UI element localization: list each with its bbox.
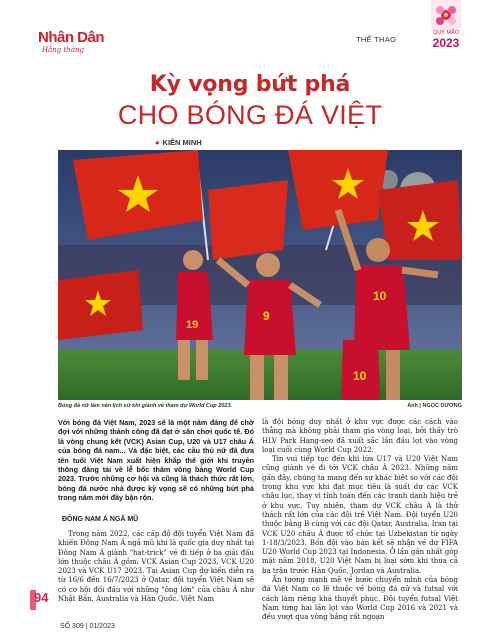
article-column-1 [58, 418, 254, 604]
article-photo [58, 150, 462, 400]
body-paragraph: là đội bóng duy nhất ở khu vực được các cách vào thẳng mà không phải tham gia vòng loại, bởi thầy trò HLV Park Hang-seo đã xuất sắc lần đầu lọt vào vòng loại cuối cùng World Cup 2022. [262, 418, 458, 454]
section-subheading: ĐÔNG NAM Á NGÃ MŨ [62, 515, 139, 523]
body-paragraph: Ấn tượng mạnh mẽ về bước chuyển mình của bóng đá Việt Nam có lẽ thuộc về bóng đá nữ và futsal với cách làm riêng khá thuyết phục. Đội tuyển futsal Việt Nam từng hai lần lọt vào World Cup 2016 và 2021 và đều vượt qua vòng bảng rất ngoạn [262, 576, 458, 622]
photo-credit: Ảnh | NGỌC DƯƠNG [407, 403, 462, 409]
badge-year: 2023 [432, 36, 460, 50]
player-foreground [341, 340, 380, 400]
byline-bullet-icon: ● [155, 138, 160, 147]
lead-paragraph: Với bóng đá Việt Nam, 2023 sẽ là một năm đáng để chờ đợi với những thành công đã đạt ở sân chơi quốc tế. Đó là vòng chung kết (VCK) Asian Cup, U20 và U17 châu Á của bóng đá nam... Và đặc biệt, các cầu thủ nữ đã đưa tên tuổi Việt Nam xuất hiện khắp thế giới khi truyền thông đăng tải về lễ bốc thăm vòng bảng World Cup 2023. Trước những cơ hội và cũng là thách thức rất lớn, bóng đá nước nhà được kỳ vọng sẽ có những bứt phá trong năm mới đầy bận rộn. [58, 418, 254, 503]
jersey-number: 10 [353, 369, 367, 383]
badge-label: QUÝ MÃO [433, 30, 459, 36]
section-label: THỂ THAO [356, 35, 397, 44]
year-badge [429, 0, 463, 66]
jersey-number: 9 [263, 309, 270, 323]
brand-name: Nhân Dân [38, 29, 105, 46]
photo-caption: Bóng đá nữ làm nên lịch sử khi giành vé tham dự World Cup 2023. [58, 403, 232, 409]
body-paragraph: Trong năm 2022, các cấp độ đội tuyển Việt Nam đã khiến Đông Nam Á ngả mũ khi là quốc gia duy nhất tại Đông Nam Á giành "hat-trick" vé đi tiếp ở ba giải đấu lớn thuộc châu Á gồm: VCK Asian Cup 2023, VCK U20 2023 và VCK U17 2023. Tại Asian Cup dự kiến diễn ra từ 16/6 đến 16/7/2023 ở Qatar, đội tuyển Việt Nam sẽ có cơ hội đối đầu với những "ông lớn" của châu Á như Nhật Bản, Australia và Hàn Quốc. Việt Nam [58, 529, 254, 604]
issue-label: SỐ 309 | 01/2023 [60, 623, 115, 630]
flower-icon [431, 0, 461, 30]
page-number: 94 [34, 590, 49, 605]
jersey-number: 19 [186, 319, 199, 331]
article-title-line2: CHO BÓNG ĐÁ VIỆT [117, 100, 383, 130]
jersey-number: 10 [373, 289, 387, 303]
article-column-2 [262, 418, 458, 623]
author-name: KIÊN MINH [162, 138, 202, 147]
celebration-illustration [58, 150, 462, 400]
article-title-line1: Kỳ vọng bứt phá [149, 72, 351, 97]
byline [155, 138, 202, 147]
body-paragraph: Tin vui tiếp tục đến khi lứa U17 và U20 Việt Nam cũng giành vé đi tới VCK châu Á 2023. Những năm gần đây, chúng ta mang đến sự khác biệt so với các đội trong khu vực khi đạt mục tiêu là suất dự các VCK châu lục, thay vì tính toán đến các tranh danh hiệu trẻ ở khu vực. Tuy nhiên, tham dự VCK châu Á là thử thách rất lớn của các đội trẻ Việt Nam. Đội tuyển U20 thuộc bảng B cùng với các đội Qatar, Australia, Iran tại VCK U20 châu Á được tổ chức tại Uzbekistan từ ngày 1-18/3/2023. Bốn đội vào bán kết sẽ nhận vé dự FIFA U20 World Cup 2023 tại Indonesia. Ở lần gần nhất góp mặt năm 2018, U20 Việt Nam bị loại sớm khi thua cả ba trận trước Hàn Quốc, Jordan và Australia. [262, 455, 458, 575]
brand-tagline: Hằng tháng [42, 46, 84, 54]
newspaper-logo [38, 30, 120, 70]
